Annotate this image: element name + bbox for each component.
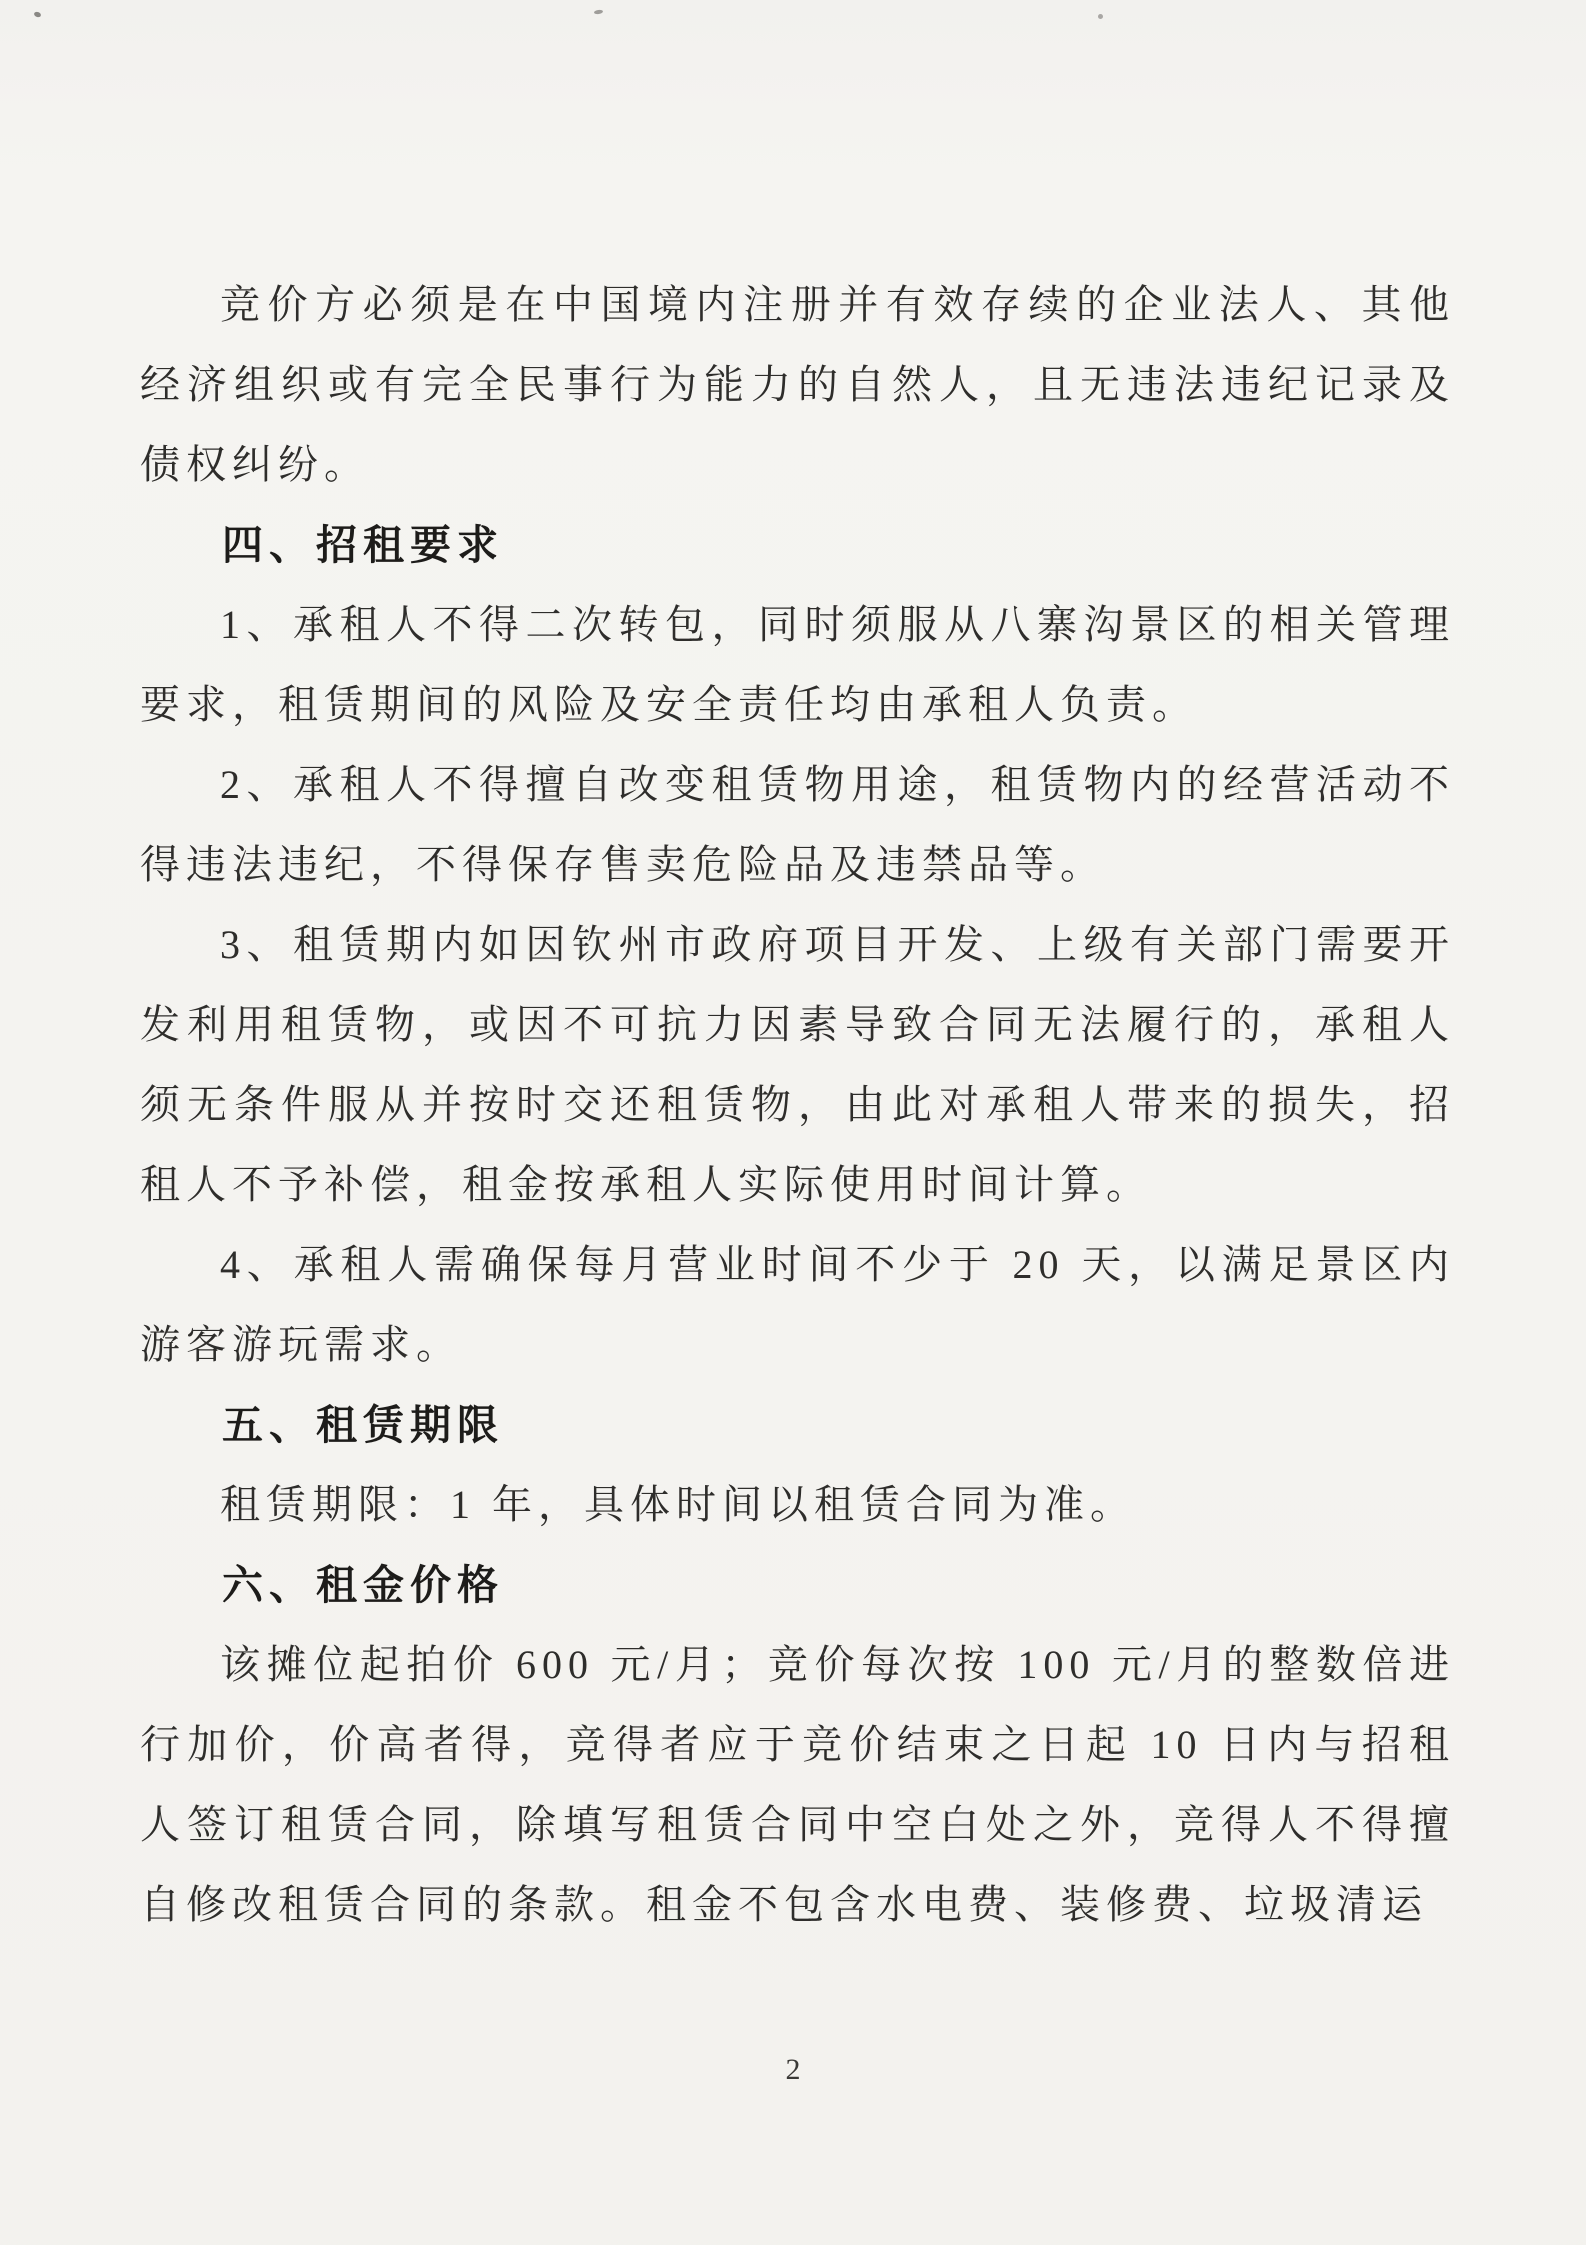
- scan-speck: [1098, 14, 1103, 19]
- paragraph: 该摊位起拍价 600 元/月；竞价每次按 100 元/月的整数倍进行加价，价高者得，竞得者应于竞价结束之日起 10 日内与招租人签订租赁合同，除填写租赁合同中空白处之外，竞得人不得擅自修改租赁合同的条款。租金不包含水电费、装修费、垃圾清运: [140, 1642, 1455, 1927]
- document-body: [140, 265, 1455, 1945]
- paragraph: 2、承租人不得擅自改变租赁物用途，租赁物内的经营活动不得违法违纪，不得保存售卖危险品及违禁品等。: [140, 762, 1455, 887]
- paragraph: 租赁期限：1 年，具体时间以租赁合同为准。: [220, 1482, 1136, 1527]
- section-heading: 五、租赁期限: [222, 1402, 504, 1448]
- section-heading: 六、租金价格: [222, 1562, 504, 1608]
- paragraph: 1、承租人不得二次转包，同时须服从八寨沟景区的相关管理要求，租赁期间的风险及安全责任均由承租人负责。: [140, 602, 1455, 727]
- paragraph: 竞价方必须是在中国境内注册并有效存续的企业法人、其他经济组织或有完全民事行为能力的自然人，且无违法违纪记录及债权纠纷。: [140, 282, 1455, 487]
- paragraph: 4、承租人需确保每月营业时间不少于 20 天，以满足景区内游客游玩需求。: [140, 1242, 1455, 1367]
- section-heading: 四、招租要求: [222, 522, 504, 568]
- scan-speck: [594, 9, 603, 14]
- paragraph: 3、租赁期内如因钦州市政府项目开发、上级有关部门需要开发利用租赁物，或因不可抗力因素导致合同无法履行的，承租人须无条件服从并按时交还租赁物，由此对承租人带来的损失，招租人不予补偿，租金按承租人实际使用时间计算。: [140, 922, 1455, 1207]
- page-number: 2: [785, 2053, 801, 2086]
- scan-speck: [33, 11, 41, 18]
